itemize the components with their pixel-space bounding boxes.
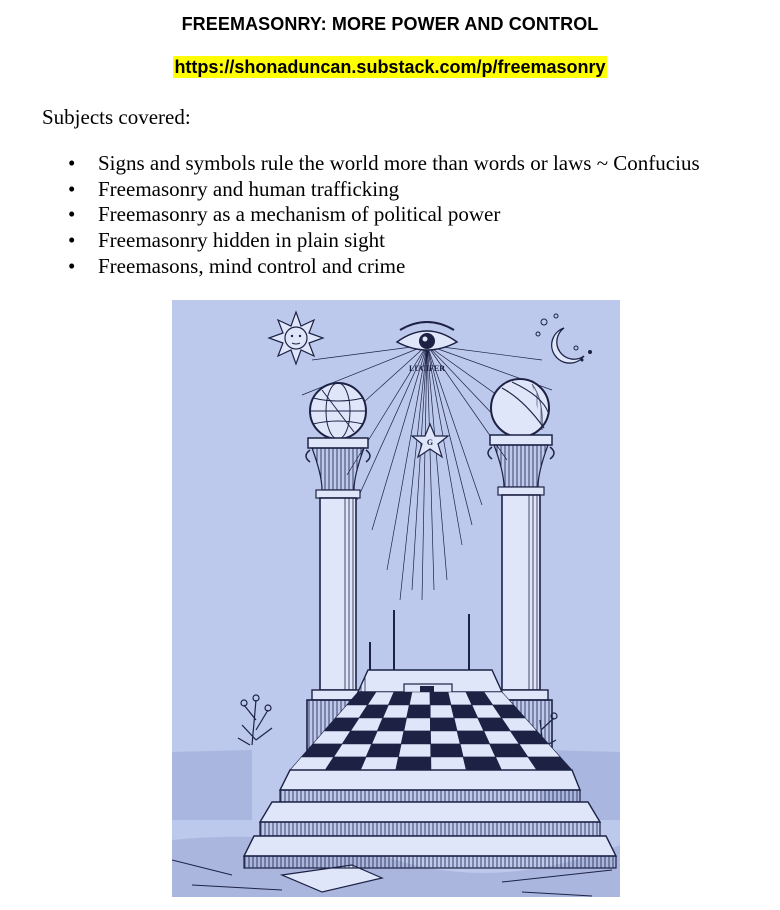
- list-item: [68, 228, 700, 254]
- subject-text: Freemasons, mind control and crime: [98, 253, 406, 278]
- pillar-right: [494, 495, 548, 700]
- floor-tile: [404, 718, 431, 731]
- floor-tile: [431, 744, 464, 757]
- floor-tile: [361, 757, 399, 770]
- floor-tile: [409, 692, 430, 705]
- pillar-left: [312, 498, 364, 700]
- temple-steps: [244, 770, 616, 868]
- floor-tile: [399, 744, 431, 757]
- subjects-list: [68, 151, 700, 279]
- floor-tile: [372, 731, 404, 744]
- bullet-icon: •: [68, 253, 76, 278]
- bullet-icon: •: [68, 228, 76, 253]
- floor-tile: [407, 705, 431, 718]
- floor-tile: [431, 757, 467, 770]
- floor-tile: [430, 718, 457, 731]
- eye-caption: LUCIFER: [408, 364, 446, 373]
- subjects-heading: Subjects covered:: [42, 105, 191, 129]
- floor-tile: [430, 705, 454, 718]
- list-item: [68, 254, 700, 280]
- floor-tile: [396, 757, 431, 770]
- subject-text: Freemasonry hidden in plain sight: [98, 228, 385, 253]
- subject-text: Freemasonry and human trafficking: [98, 176, 400, 201]
- globe-right-icon: [491, 379, 549, 437]
- floor-tile: [366, 744, 401, 757]
- floor-tile: [431, 731, 461, 744]
- globe-left-icon: [310, 383, 366, 439]
- bullet-icon: •: [68, 151, 76, 175]
- star-letter: G: [426, 438, 434, 447]
- subject-text: Signs and symbols rule the world more than words or laws ~ Confucius: [98, 151, 700, 175]
- list-item: [68, 202, 700, 228]
- subject-text: Freemasonry as a mechanism of political power: [98, 202, 501, 227]
- list-item: [68, 151, 700, 177]
- floor-tile: [430, 692, 451, 705]
- document-title: FREEMASONRY: MORE POWER AND CONTROL: [181, 14, 599, 34]
- floor-tile: [401, 731, 431, 744]
- bullet-icon: •: [68, 202, 76, 227]
- list-item: [68, 177, 700, 203]
- masonic-illustration: [172, 300, 620, 897]
- floor-tile: [463, 757, 501, 770]
- floor-tile: [377, 718, 406, 731]
- bullet-icon: •: [68, 176, 76, 201]
- substack-link[interactable]: https://shonaduncan.substack.com/p/freemasonry: [174, 57, 606, 77]
- link-container: [0, 57, 780, 78]
